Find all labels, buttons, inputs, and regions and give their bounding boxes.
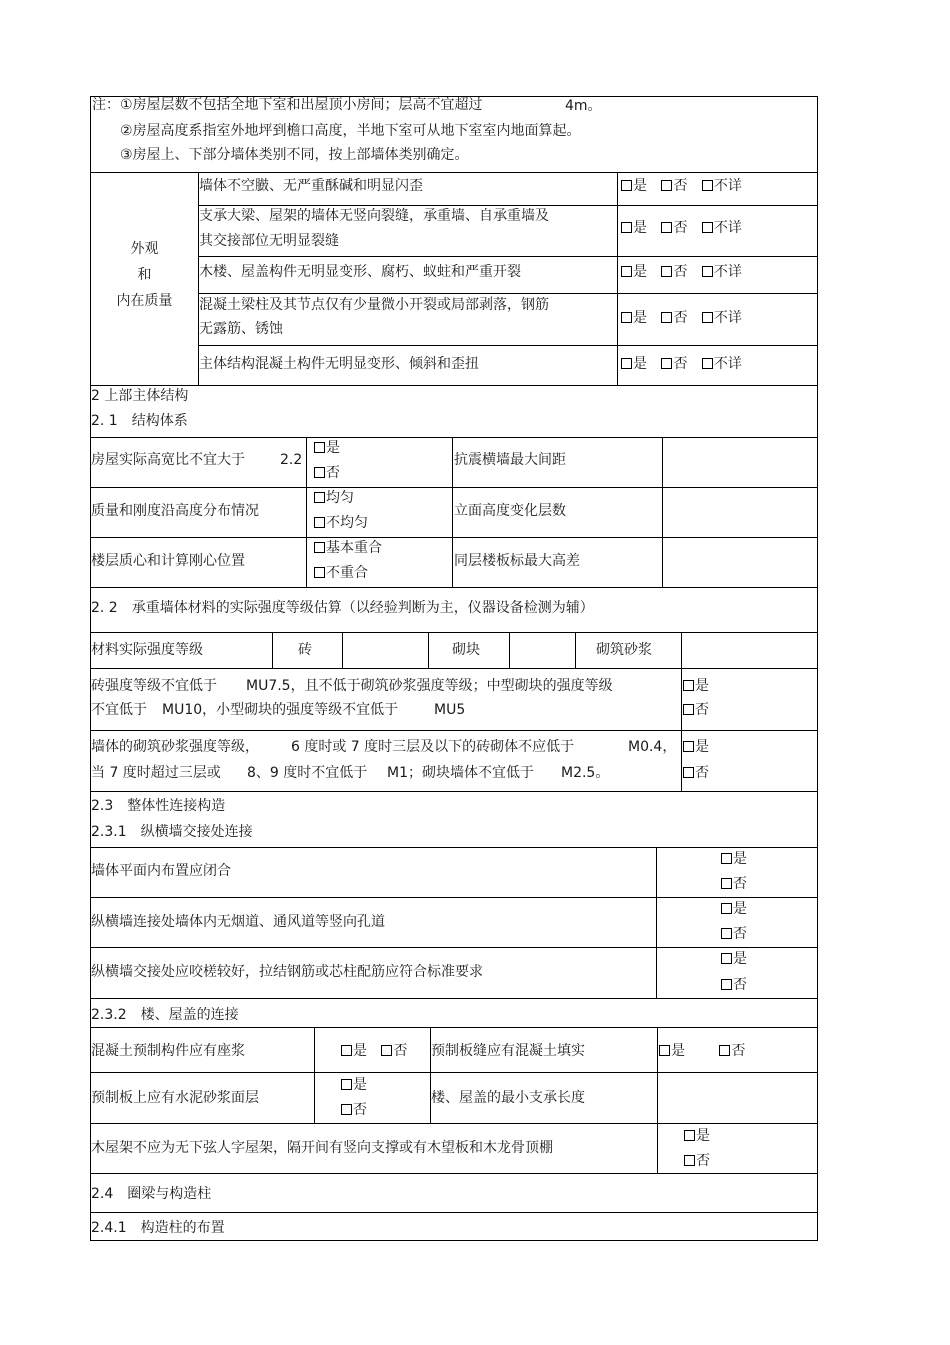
- s21-r3-label: 楼层质心和计算刚心位置: [91, 553, 245, 569]
- note-3: ③房屋上、下部分墙体类别不同，按上部墙体类别确定。: [120, 147, 469, 163]
- s232-r3-yes[interactable]: 是: [684, 1127, 710, 1145]
- checkbox-icon[interactable]: [314, 467, 325, 478]
- s22-r2-l2c: M1；砌块墙体不宜低于: [387, 765, 534, 781]
- s22-r1-l1b: MU7.5，且不低于砌筑砂浆强度等级；中型砌块的强度等级: [246, 678, 613, 694]
- s21-r1-label: 房屋实际高宽比不宜大于: [91, 452, 245, 468]
- s232-r1-options[interactable]: 是 否: [341, 1042, 407, 1060]
- s22-r1-no[interactable]: 否: [683, 701, 709, 719]
- s21-r3-right: 同层楼板标最大高差: [454, 553, 580, 569]
- checkbox-icon[interactable]: [661, 312, 672, 323]
- checkbox-icon[interactable]: [684, 1155, 695, 1166]
- checkbox-icon[interactable]: [683, 767, 694, 778]
- checkbox-icon[interactable]: [621, 180, 632, 191]
- checkbox-icon[interactable]: [314, 567, 325, 578]
- s22-header-label: 材料实际强度等级: [91, 642, 203, 658]
- s232-r2-yes[interactable]: 是: [341, 1076, 367, 1094]
- s22-r2-l1b: 6 度时或 7 度时三层及以下的砖砌体不应低于: [291, 739, 575, 755]
- s22-header-brick: 砖: [298, 642, 312, 658]
- s22-header-block: 砌块: [452, 642, 480, 658]
- checkbox-icon[interactable]: [661, 358, 672, 369]
- checkbox-icon[interactable]: [314, 442, 325, 453]
- checkbox-icon[interactable]: [719, 1045, 730, 1056]
- s23-row-3-yes[interactable]: 是: [721, 950, 747, 968]
- checkbox-icon[interactable]: [702, 180, 713, 191]
- quality-options-3[interactable]: 是 否 不详: [621, 263, 742, 281]
- section-2-4-1-title: 2.4.1 构造柱的布置: [91, 1220, 225, 1236]
- checkbox-icon[interactable]: [621, 312, 632, 323]
- s21-r2-label: 质量和刚度沿高度分布情况: [91, 503, 259, 519]
- quality-options-1[interactable]: 是 否 不详: [621, 177, 742, 195]
- section-2-3-1-title: 2.3.1 纵横墙交接处连接: [91, 824, 253, 840]
- s22-r2-l2a: 当 7 度时超过三层或: [91, 765, 221, 781]
- checkbox-icon[interactable]: [683, 680, 694, 691]
- checkbox-icon[interactable]: [721, 928, 732, 939]
- quality-item-4b: 无露筋、锈蚀: [199, 321, 283, 337]
- checkbox-icon[interactable]: [621, 222, 632, 233]
- s23-row-2: 纵横墙连接处墙体内无烟道、通风道等竖向孔道: [91, 914, 385, 930]
- s22-r1-l1a: 砖强度等级不宜低于: [91, 678, 217, 694]
- s21-r1-yes[interactable]: 是: [314, 439, 340, 457]
- section-2-title: 2 上部主体结构: [91, 388, 189, 404]
- checkbox-icon[interactable]: [659, 1045, 670, 1056]
- checkbox-icon[interactable]: [683, 741, 694, 752]
- checkbox-icon[interactable]: [721, 979, 732, 990]
- checkbox-icon[interactable]: [314, 492, 325, 503]
- s21-r1-right: 抗震横墙最大间距: [454, 452, 566, 468]
- checkbox-icon[interactable]: [721, 878, 732, 889]
- form-page: [90, 96, 818, 1241]
- s232-r2-label: 预制板上应有水泥砂浆面层: [91, 1090, 259, 1106]
- checkbox-icon[interactable]: [341, 1079, 352, 1090]
- s23-row-3: 纵横墙交接处应咬槎较好，拉结钢筋或芯柱配筋应符合标准要求: [91, 964, 483, 980]
- s23-row-1-yes[interactable]: 是: [721, 850, 747, 868]
- s232-r1-right-options[interactable]: 是 否: [659, 1042, 745, 1060]
- s22-r2-yes[interactable]: 是: [683, 738, 709, 756]
- section-2-1-title: 2. 1 结构体系: [91, 413, 188, 429]
- checkbox-icon[interactable]: [341, 1104, 352, 1115]
- s21-r3-o2[interactable]: 不重合: [314, 564, 368, 582]
- s22-r1-l2a: 不宜低于: [91, 702, 147, 718]
- s21-r3-o1[interactable]: 基本重合: [314, 539, 382, 557]
- checkbox-icon[interactable]: [683, 704, 694, 715]
- quality-item-5: 主体结构混凝土构件无明显变形、倾斜和歪扭: [199, 356, 479, 372]
- checkbox-icon[interactable]: [702, 266, 713, 277]
- s232-r3-no[interactable]: 否: [684, 1152, 710, 1170]
- s22-r2-l2d: M2.5。: [561, 765, 610, 781]
- quality-item-2a: 支承大梁、屋架的墙体无竖向裂缝，承重墙、自承重墙及: [199, 208, 549, 224]
- checkbox-icon[interactable]: [314, 517, 325, 528]
- section-2-3-2-title: 2.3.2 楼、屋盖的连接: [91, 1007, 239, 1023]
- s23-row-2-no[interactable]: 否: [721, 925, 747, 943]
- quality-group-label-3: 内在质量: [116, 293, 173, 309]
- checkbox-icon[interactable]: [721, 953, 732, 964]
- s23-row-1: 墙体平面内布置应闭合: [91, 863, 231, 879]
- checkbox-icon[interactable]: [341, 1045, 352, 1056]
- quality-group-label-1: 外观: [130, 241, 159, 257]
- s232-r2-right: 楼、屋盖的最小支承长度: [431, 1090, 585, 1106]
- checkbox-icon[interactable]: [621, 358, 632, 369]
- checkbox-icon[interactable]: [381, 1045, 392, 1056]
- s22-r2-no[interactable]: 否: [683, 764, 709, 782]
- s232-r1-right: 预制板缝应有混凝土填实: [431, 1043, 585, 1059]
- checkbox-icon[interactable]: [684, 1130, 695, 1141]
- s23-row-3-no[interactable]: 否: [721, 976, 747, 994]
- checkbox-icon[interactable]: [702, 358, 713, 369]
- s23-row-2-yes[interactable]: 是: [721, 900, 747, 918]
- s22-r2-l1a: 墙体的砌筑砂浆强度等级，: [91, 739, 259, 755]
- s232-r1-label: 混凝土预制构件应有座浆: [91, 1043, 245, 1059]
- s21-r2-o1[interactable]: 均匀: [314, 489, 354, 507]
- quality-options-5[interactable]: 是 否 不详: [621, 355, 742, 373]
- s232-r3-label: 木屋架不应为无下弦人字屋架，隔开间有竖向支撑或有木望板和木龙骨顶棚: [91, 1140, 553, 1156]
- checkbox-icon[interactable]: [661, 266, 672, 277]
- checkbox-icon[interactable]: [661, 180, 672, 191]
- quality-options-2[interactable]: 是 否 不详: [621, 219, 742, 237]
- checkbox-icon[interactable]: [621, 266, 632, 277]
- s21-r1-no[interactable]: 否: [314, 464, 340, 482]
- section-2-2-title: 2. 2 承重墙体材料的实际强度等级估算（以经验判断为主，仪器设备检测为辅）: [91, 600, 594, 616]
- s23-row-1-no[interactable]: 否: [721, 875, 747, 893]
- s22-r1-l2b: MU10，小型砌块的强度等级不宜低于: [162, 702, 399, 718]
- checkbox-icon[interactable]: [702, 222, 713, 233]
- quality-options-4[interactable]: 是 否 不详: [621, 309, 742, 327]
- s21-r2-right: 立面高度变化层数: [454, 503, 566, 519]
- quality-item-3: 木楼、屋盖构件无明显变形、腐朽、蚁蛀和严重开裂: [199, 264, 521, 280]
- quality-item-1: 墙体不空臌、无严重酥碱和明显闪歪: [199, 178, 423, 194]
- s21-r2-o2[interactable]: 不均匀: [314, 514, 368, 532]
- checkbox-icon[interactable]: [721, 853, 732, 864]
- checkbox-icon[interactable]: [314, 542, 325, 553]
- checkbox-icon[interactable]: [721, 903, 732, 914]
- s22-r1-yes[interactable]: 是: [683, 677, 709, 695]
- checkbox-icon[interactable]: [702, 312, 713, 323]
- note-2: ②房屋高度系指室外地坪到檐口高度，半地下室可从地下室室内地面算起。: [120, 123, 581, 139]
- quality-item-4a: 混凝土梁柱及其节点仅有少量微小开裂或局部剥落，钢筋: [199, 297, 549, 313]
- quality-group-label-2: 和: [137, 267, 152, 283]
- note-1-value: 4m。: [565, 98, 602, 114]
- s22-r2-l1c: M0.4，: [628, 739, 677, 755]
- quality-item-2b: 其交接部位无明显裂缝: [199, 233, 339, 249]
- s22-r1-l2c: MU5: [434, 702, 466, 718]
- s22-r2-l2b: 8、9 度时不宜低于: [247, 765, 368, 781]
- section-2-3-title: 2.3 整体性连接构造: [91, 798, 226, 814]
- s21-r1-value: 2.2: [280, 452, 303, 468]
- section-2-4-title: 2.4 圈梁与构造柱: [91, 1186, 212, 1202]
- s22-header-mortar: 砌筑砂浆: [596, 642, 652, 658]
- checkbox-icon[interactable]: [661, 222, 672, 233]
- note-1: 注：①房屋层数不包括全地下室和出屋顶小房间；层高不宜超过: [92, 97, 483, 113]
- s232-r2-no[interactable]: 否: [341, 1101, 367, 1119]
